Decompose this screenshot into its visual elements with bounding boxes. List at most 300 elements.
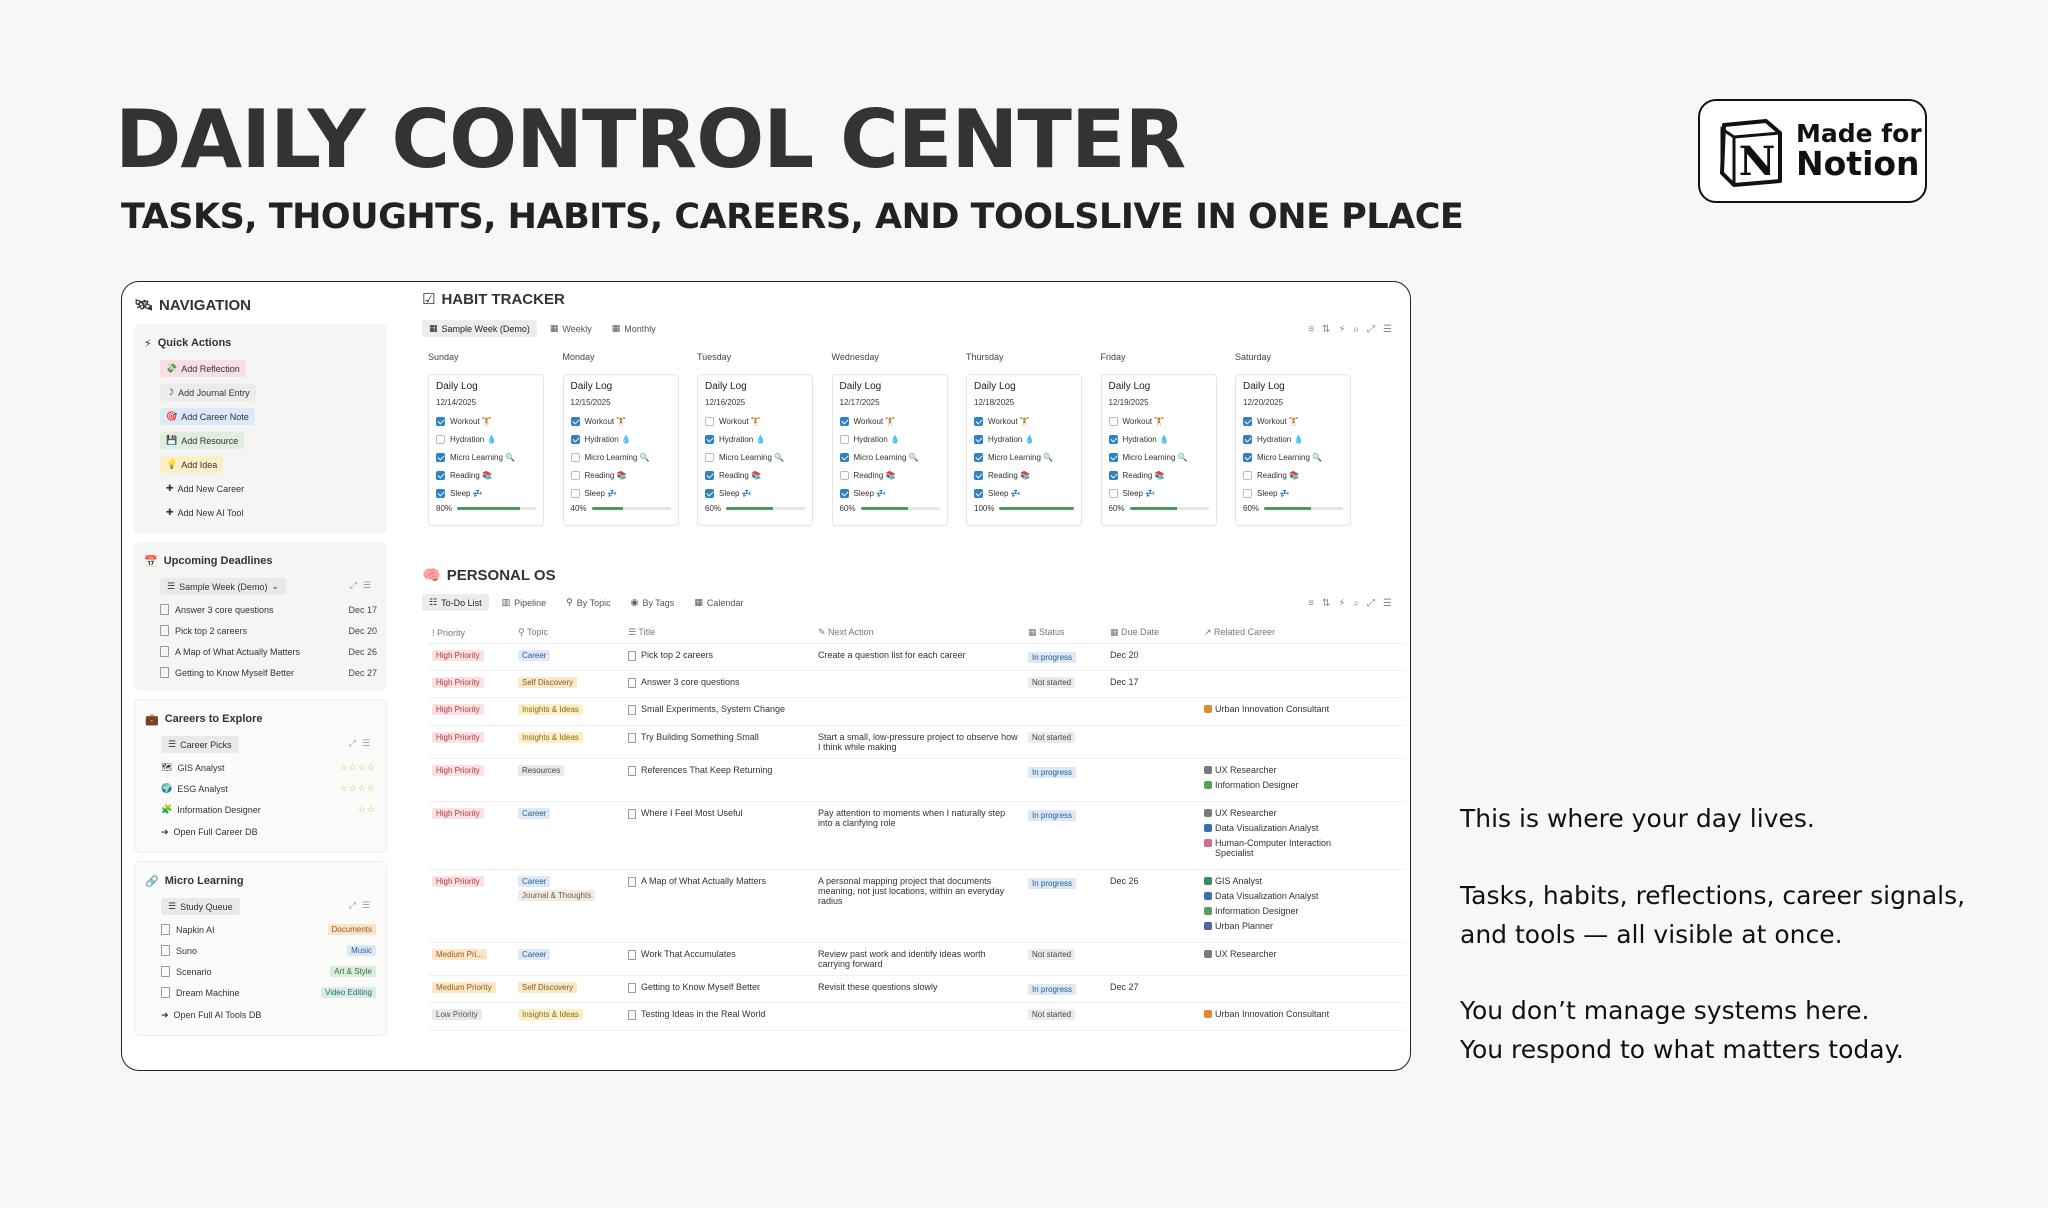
- calendar-icon: ▦: [429, 323, 438, 333]
- habit-label: Sleep 💤: [853, 488, 887, 498]
- add-career-note-label: Add Career Note: [181, 411, 249, 422]
- tab-label: By Topic: [576, 597, 611, 608]
- habit-row[interactable]: [840, 466, 940, 484]
- deadlines-title: Upcoming Deadlines: [163, 555, 273, 567]
- habit-checkbox[interactable]: [436, 453, 445, 462]
- habit-row[interactable]: [705, 466, 805, 484]
- os-toolbar[interactable]: ≡⇅⚡⌕⤢☰: [1308, 598, 1400, 609]
- calendar-icon: ▦: [694, 597, 703, 607]
- list-icon: ☰: [167, 581, 176, 591]
- tab-label: Monthly: [624, 323, 656, 334]
- table-row[interactable]: [428, 671, 1406, 698]
- daily-log-card[interactable]: [563, 374, 679, 526]
- add-new-ai-tool-button[interactable]: [160, 504, 249, 521]
- habit-row[interactable]: [436, 430, 536, 448]
- expand-icon[interactable]: ⤢☰: [348, 738, 376, 748]
- habit-row[interactable]: [705, 484, 805, 502]
- deadlines-view-label: Sample Week (Demo): [179, 581, 268, 592]
- progress-fill: [999, 507, 1074, 510]
- deadline-date: Dec 20: [348, 625, 377, 636]
- tab-monthly[interactable]: [605, 320, 663, 337]
- progress-bar: [457, 507, 536, 510]
- habit-label: Reading 📚: [853, 470, 896, 480]
- habit-row[interactable]: [436, 412, 536, 430]
- tab-calendar[interactable]: [687, 594, 750, 611]
- task-title[interactable]: Small Experiments, System Change: [641, 704, 786, 714]
- add-resource-label: Add Resource: [181, 435, 239, 446]
- table-row[interactable]: [428, 943, 1406, 976]
- priority-tag: High Priority: [432, 808, 484, 819]
- habit-row[interactable]: [840, 484, 940, 502]
- quick-actions-title: Quick Actions: [157, 337, 232, 349]
- related-career[interactable]: [1204, 704, 1336, 714]
- habit-row[interactable]: [840, 412, 940, 430]
- next-action: Review past work and identify ideas worth carrying forward: [818, 949, 986, 969]
- task-title[interactable]: A Map of What Actually Matters: [641, 876, 767, 886]
- card-title: Daily Log: [570, 381, 613, 392]
- open-career-db-link[interactable]: [145, 820, 376, 844]
- related-career[interactable]: [1204, 808, 1336, 818]
- list-item[interactable]: [145, 919, 376, 940]
- related-career-name: UX Researcher: [1215, 949, 1277, 959]
- progress-percent: 80%: [436, 504, 453, 513]
- status-badge: Not started: [1028, 732, 1075, 743]
- col-topic[interactable]: ⚲ Topic: [518, 627, 548, 637]
- habit-checkbox[interactable]: [1109, 417, 1118, 426]
- career-icon: [1204, 892, 1212, 900]
- list-item[interactable]: [145, 778, 376, 799]
- next-action: Revisit these questions slowly: [818, 982, 938, 992]
- personal-os-title: [422, 566, 556, 584]
- add-journal-entry-label: Add Journal Entry: [178, 387, 250, 398]
- calendar-icon: ▦: [611, 323, 621, 333]
- priority-tag: High Priority: [432, 876, 484, 887]
- day-name: Saturday: [1235, 352, 1272, 362]
- table-row[interactable]: [428, 759, 1406, 802]
- habit-tracker-title: [422, 290, 565, 308]
- daily-log-card[interactable]: [966, 374, 1082, 526]
- list-item[interactable]: [145, 799, 376, 820]
- habit-label: Sleep 💤: [584, 488, 618, 498]
- status-badge: In progress: [1028, 652, 1076, 663]
- habit-label: Reading 📚: [584, 470, 627, 480]
- progress-fill: [1264, 507, 1311, 510]
- progress-percent: 60%: [1243, 504, 1260, 513]
- lightning-icon: ⚡: [144, 337, 152, 350]
- side-copy-p2: [1460, 877, 2020, 955]
- habit-checkbox[interactable]: [705, 471, 714, 480]
- habit-label: Sleep 💤: [719, 488, 752, 498]
- globe-icon: 🌍: [161, 783, 173, 793]
- navigation-sidebar: [122, 282, 397, 1071]
- habit-row[interactable]: [1243, 466, 1343, 484]
- habit-checkbox[interactable]: [974, 489, 983, 498]
- col-next-action[interactable]: ✎ Next Action: [818, 627, 874, 637]
- habit-checkbox[interactable]: [1243, 471, 1252, 480]
- progress-bar: [999, 507, 1074, 510]
- habit-progress: [705, 504, 805, 513]
- task-title[interactable]: Where I Feel Most Useful: [641, 808, 743, 818]
- related-career[interactable]: [1204, 823, 1336, 833]
- next-action: [814, 671, 1024, 697]
- habit-checkbox[interactable]: [840, 417, 849, 426]
- tab-by-tags[interactable]: [624, 594, 682, 611]
- table-row[interactable]: [428, 1003, 1406, 1031]
- page-icon: [161, 987, 170, 998]
- habit-checkbox[interactable]: [705, 417, 714, 426]
- tab-label: To-Do List: [441, 597, 482, 608]
- habit-checkbox[interactable]: [974, 453, 983, 462]
- habit-row[interactable]: [571, 466, 671, 484]
- habit-label: Micro Learning 🔍: [1122, 452, 1188, 462]
- habit-row[interactable]: [436, 448, 536, 466]
- list-item[interactable]: [144, 599, 377, 620]
- link-icon: 🔗: [145, 875, 159, 888]
- habit-label: Sleep 💤: [1122, 488, 1156, 498]
- daily-log-card[interactable]: [428, 374, 544, 526]
- add-new-ai-tool-label: Add New AI Tool: [177, 507, 244, 518]
- due-date: Dec 20: [1110, 650, 1139, 660]
- target-icon: 🎯: [166, 411, 178, 421]
- topic-tag: Career: [518, 650, 550, 661]
- progress-fill: [726, 507, 773, 510]
- task-title[interactable]: Testing Ideas in the Real World: [641, 1009, 766, 1019]
- habit-checkbox[interactable]: [1109, 489, 1118, 498]
- habit-checkbox[interactable]: [571, 489, 580, 498]
- habit-label: Reading 📚: [450, 470, 492, 480]
- moon-icon: ☽: [166, 387, 175, 397]
- habit-checkbox[interactable]: [571, 453, 580, 462]
- col-label: Related Career: [1214, 627, 1276, 637]
- brain-icon: 🧠: [422, 567, 441, 584]
- task-title[interactable]: Getting to Know Myself Better: [641, 982, 761, 992]
- related-career-name: UX Researcher: [1215, 765, 1277, 775]
- plus-icon: ✚: [166, 507, 174, 517]
- habit-label: Micro Learning 🔍: [853, 452, 919, 462]
- col-due-date[interactable]: ▦ Due Date: [1110, 627, 1160, 637]
- page-icon: [628, 983, 636, 993]
- card-date: 12/18/2025: [974, 398, 1015, 407]
- page-icon: [160, 667, 169, 678]
- table-row[interactable]: [428, 726, 1406, 759]
- career-icon: [1204, 839, 1212, 847]
- habit-checkbox[interactable]: [974, 417, 983, 426]
- col-related-career[interactable]: ↗ Related Career: [1204, 627, 1276, 637]
- personal-os-table: [428, 622, 1406, 1031]
- related-career[interactable]: [1204, 1009, 1336, 1019]
- deadlines-view-tab[interactable]: [160, 578, 286, 595]
- habit-row[interactable]: [1243, 430, 1343, 448]
- habit-label: Workout 🏋: [853, 416, 896, 426]
- progress-bar: [1130, 507, 1209, 510]
- day-name: Thursday: [966, 352, 1004, 362]
- habit-checkbox[interactable]: [705, 435, 714, 444]
- related-career[interactable]: [1204, 949, 1336, 959]
- progress-percent: 60%: [705, 504, 722, 513]
- related-career-name: Information Designer: [1215, 906, 1299, 916]
- habit-row[interactable]: [1243, 412, 1343, 430]
- career-picks-tab[interactable]: [161, 736, 239, 753]
- habit-checkbox[interactable]: [436, 417, 445, 426]
- add-reflection-button[interactable]: [160, 360, 246, 377]
- table-row[interactable]: [428, 976, 1406, 1003]
- page-icon: [628, 733, 636, 743]
- habit-row[interactable]: [1243, 484, 1343, 502]
- progress-fill: [457, 507, 520, 510]
- micro-learning-head: [145, 870, 376, 892]
- page-icon: [628, 651, 636, 661]
- tab-label: Calendar: [706, 597, 744, 608]
- badge-line2: Notion: [1796, 143, 1920, 183]
- habit-checkbox[interactable]: [571, 471, 580, 480]
- page-icon: [160, 604, 169, 615]
- briefcase-icon: 💼: [145, 713, 159, 726]
- habit-row[interactable]: [840, 430, 940, 448]
- habit-label: Workout 🏋: [988, 416, 1030, 426]
- habit-row[interactable]: [1109, 466, 1209, 484]
- table-row[interactable]: [428, 802, 1406, 870]
- habit-label: Reading 📚: [1122, 470, 1165, 480]
- list-item[interactable]: [145, 757, 376, 778]
- add-career-note-button[interactable]: [160, 408, 255, 425]
- daily-log-card[interactable]: [697, 374, 813, 526]
- col-title[interactable]: ☰ Title: [628, 627, 656, 637]
- priority-tag: Medium Priority: [432, 982, 496, 993]
- habit-label: Micro Learning 🔍: [988, 452, 1054, 462]
- arrow-right-icon: ➜: [161, 826, 169, 837]
- habit-checkbox[interactable]: [840, 453, 849, 462]
- side-copy-p1: This is where your day lives.: [1460, 804, 1815, 833]
- habit-row[interactable]: [571, 412, 671, 430]
- habit-checkbox[interactable]: [571, 417, 580, 426]
- quick-actions-panel: [134, 324, 387, 534]
- habit-row[interactable]: [974, 484, 1074, 502]
- table-row[interactable]: [428, 870, 1406, 943]
- micro-learning-title: Micro Learning: [164, 875, 244, 887]
- page-icon: [628, 766, 636, 776]
- habit-row[interactable]: [1109, 430, 1209, 448]
- habit-row[interactable]: [840, 448, 940, 466]
- next-action: A personal mapping project that documents meaning, not just locations, within an everyday radius: [818, 876, 1005, 906]
- habit-row[interactable]: [974, 430, 1074, 448]
- habit-day: [832, 352, 950, 526]
- list-item[interactable]: [144, 662, 377, 683]
- expand-icon[interactable]: ⤢☰: [348, 900, 376, 910]
- topic-tag: Self Discovery: [518, 982, 577, 993]
- nav-title: [134, 292, 387, 318]
- habit-checkbox[interactable]: [571, 435, 580, 444]
- habit-row[interactable]: [436, 466, 536, 484]
- col-label: Title: [638, 627, 656, 637]
- habit-label: Sleep 💤: [1257, 488, 1290, 498]
- card-date: 12/16/2025: [705, 398, 746, 407]
- tab-pipeline[interactable]: [495, 594, 554, 611]
- habit-row[interactable]: [974, 448, 1074, 466]
- add-new-career-button[interactable]: [160, 480, 250, 497]
- habit-checkbox[interactable]: [1243, 417, 1252, 426]
- habit-label: Micro Learning 🔍: [450, 452, 516, 462]
- main-content: [420, 282, 1410, 1071]
- tab-by-topic[interactable]: [559, 594, 617, 611]
- status-badge: In progress: [1028, 984, 1076, 995]
- list-item[interactable]: [145, 940, 376, 961]
- tab-todo-list[interactable]: [422, 594, 489, 611]
- task-title[interactable]: Work That Accumulates: [641, 949, 736, 959]
- habit-row[interactable]: [974, 466, 1074, 484]
- career-icon: [1204, 705, 1212, 713]
- daily-log-card[interactable]: [1101, 374, 1217, 526]
- add-reflection-label: Add Reflection: [181, 363, 240, 374]
- priority-tag: High Priority: [432, 732, 484, 743]
- careers-panel: [134, 699, 387, 853]
- open-ai-tools-db-link[interactable]: [145, 1003, 376, 1027]
- habit-day: [697, 352, 815, 526]
- habit-toolbar[interactable]: ≡⇅⚡⌕⤢☰: [1308, 324, 1400, 335]
- task-title[interactable]: Try Building Something Small: [641, 732, 759, 742]
- habit-checkbox[interactable]: [1243, 489, 1252, 498]
- habit-checkbox[interactable]: [840, 489, 849, 498]
- habit-row[interactable]: [1109, 412, 1209, 430]
- tool-tag: Documents: [328, 924, 376, 935]
- study-queue-tab[interactable]: [161, 898, 240, 915]
- related-career[interactable]: [1204, 876, 1336, 886]
- habit-label: Sleep 💤: [450, 488, 483, 498]
- habit-checkbox[interactable]: [840, 471, 849, 480]
- add-journal-entry-button[interactable]: [160, 384, 256, 401]
- priority-tag: High Priority: [432, 677, 484, 688]
- habit-row[interactable]: [1109, 484, 1209, 502]
- nav-title-text: NAVIGATION: [159, 296, 251, 314]
- col-label: Priority: [437, 627, 466, 638]
- habit-checkbox[interactable]: [436, 489, 445, 498]
- career-icon: [1204, 1010, 1212, 1018]
- habit-progress: [974, 504, 1074, 513]
- list-item[interactable]: [144, 620, 377, 641]
- career-icon: [1204, 809, 1212, 817]
- related-career[interactable]: [1204, 765, 1336, 775]
- habit-row[interactable]: [571, 448, 671, 466]
- task-title[interactable]: Answer 3 core questions: [641, 677, 740, 687]
- add-idea-label: Add Idea: [181, 459, 218, 470]
- habit-checkbox[interactable]: [1243, 453, 1252, 462]
- status-badge: In progress: [1028, 810, 1076, 821]
- col-priority[interactable]: ! Priority: [432, 627, 466, 638]
- related-career-name: Urban Innovation Consultant: [1215, 1009, 1330, 1019]
- habit-checkbox[interactable]: [705, 453, 714, 462]
- habit-label: Hydration 💧: [1122, 434, 1169, 444]
- progress-percent: 40%: [570, 504, 587, 513]
- habit-checkbox[interactable]: [1243, 435, 1252, 444]
- list-item[interactable]: [144, 641, 377, 662]
- habit-label: Hydration 💧: [450, 434, 497, 444]
- habit-row[interactable]: [705, 448, 805, 466]
- related-career[interactable]: [1204, 838, 1336, 858]
- next-action: Start a small, low-pressure project to observe how I think while making: [818, 732, 1018, 752]
- tab-label: Weekly: [562, 323, 592, 334]
- topic-tag: Insights & Ideas: [518, 732, 583, 743]
- floppy-icon: 💾: [166, 435, 178, 445]
- tab-label: By Tags: [642, 597, 675, 608]
- habit-row[interactable]: [571, 484, 671, 502]
- habit-label: Workout 🏋: [450, 416, 492, 426]
- related-career[interactable]: [1204, 921, 1336, 931]
- career-icon: [1204, 824, 1212, 832]
- habit-checkbox[interactable]: [1109, 435, 1118, 444]
- habit-label: Reading 📚: [1257, 470, 1299, 480]
- tool-tag: Video Editing: [321, 987, 376, 998]
- pin-icon: ⚲: [566, 597, 573, 607]
- calendar-icon: ▦: [549, 323, 559, 333]
- habit-day: [563, 352, 681, 526]
- daily-log-card[interactable]: [832, 374, 948, 526]
- habit-checkbox[interactable]: [436, 471, 445, 480]
- topic-tag: Insights & Ideas: [518, 704, 583, 715]
- status-badge: In progress: [1028, 878, 1076, 889]
- habit-checkbox[interactable]: [974, 435, 983, 444]
- task-title[interactable]: References That Keep Returning: [641, 765, 773, 775]
- habit-checkbox[interactable]: [1109, 453, 1118, 462]
- add-resource-button[interactable]: [160, 432, 244, 449]
- habit-row[interactable]: [436, 484, 536, 502]
- tab-label: Pipeline: [514, 597, 547, 608]
- daily-log-card[interactable]: [1235, 374, 1351, 526]
- habit-row[interactable]: [1243, 448, 1343, 466]
- col-label: Status: [1039, 627, 1065, 637]
- priority-tag: Medium Pri...: [432, 949, 487, 960]
- related-career[interactable]: [1204, 780, 1336, 790]
- habit-row[interactable]: [974, 412, 1074, 430]
- next-action: [814, 759, 1024, 801]
- habit-row[interactable]: [705, 430, 805, 448]
- notion-screenshot: [121, 281, 1411, 1071]
- related-career[interactable]: [1204, 891, 1336, 901]
- list-item[interactable]: [145, 961, 376, 982]
- table-row[interactable]: [428, 698, 1406, 726]
- topic-tag: Journal & Thoughts: [518, 890, 595, 901]
- table-row[interactable]: [428, 644, 1406, 671]
- related-career[interactable]: [1204, 906, 1336, 916]
- tool-name: Suno: [176, 945, 198, 956]
- career-stars: ☆☆: [357, 804, 376, 814]
- habit-checkbox[interactable]: [436, 435, 445, 444]
- habit-row[interactable]: [1109, 448, 1209, 466]
- expand-icon[interactable]: ⤢☰: [349, 580, 377, 590]
- col-status[interactable]: ▦ Status: [1028, 627, 1065, 637]
- side-copy-p3a: You don’t manage systems here.: [1460, 996, 1870, 1026]
- card-title: Daily Log: [705, 381, 747, 392]
- tab-sample-week[interactable]: [422, 320, 537, 337]
- habit-checkbox[interactable]: [705, 489, 714, 498]
- habit-row[interactable]: [571, 430, 671, 448]
- habit-checkbox[interactable]: [840, 435, 849, 444]
- habit-label: Micro Learning 🔍: [1257, 452, 1323, 462]
- tab-weekly[interactable]: [543, 320, 599, 337]
- task-title[interactable]: Pick top 2 careers: [641, 650, 714, 660]
- habit-day: [1235, 352, 1353, 526]
- badge-line1: Made for: [1796, 118, 1922, 148]
- page-icon: [628, 1010, 636, 1020]
- table-header: [428, 622, 1406, 644]
- due-date: Dec 17: [1110, 677, 1139, 687]
- habit-label: Micro Learning 🔍: [584, 452, 650, 462]
- habit-row[interactable]: [705, 412, 805, 430]
- habit-checkbox[interactable]: [1109, 471, 1118, 480]
- board-icon: ▥: [501, 597, 511, 607]
- habit-days: [428, 352, 1398, 532]
- habit-checkbox[interactable]: [974, 471, 983, 480]
- list-item[interactable]: [145, 982, 376, 1003]
- add-idea-button[interactable]: [160, 456, 223, 473]
